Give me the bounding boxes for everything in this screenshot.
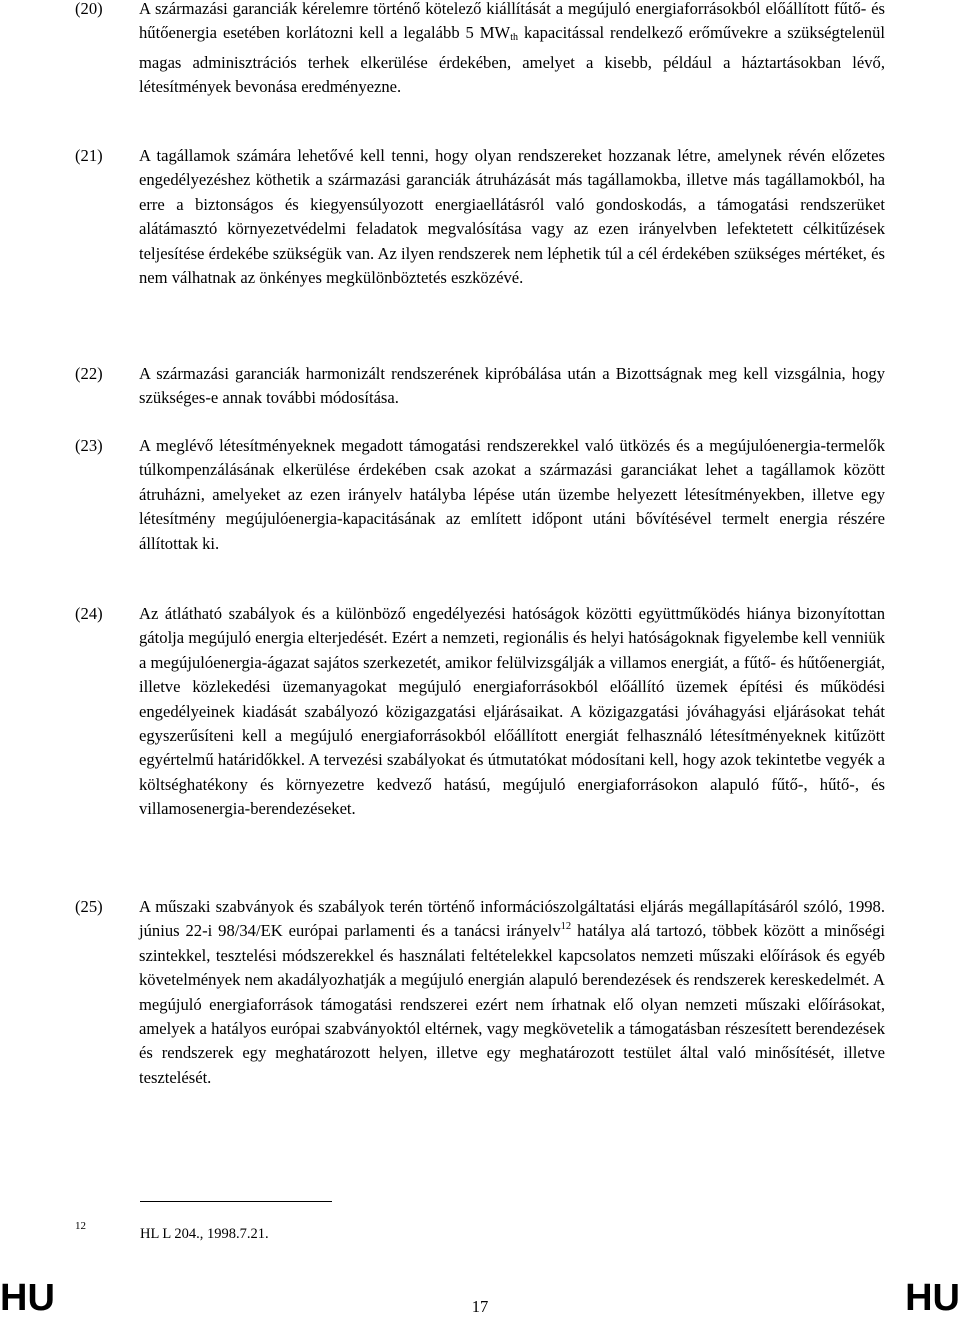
footnote-text: HL L 204., 1998.7.21. [140, 1226, 269, 1242]
paragraph-number: (21) [75, 146, 103, 165]
paragraph-23 [75, 434, 885, 556]
footnote-reference[interactable]: 12 [560, 921, 572, 933]
paragraph-text: A származási garanciák harmonizált rendszerének kipróbálása után a Bizottságnak meg kell vizsgálnia, hogy szükséges-e annak további módosítása. [139, 364, 885, 408]
footnote-number: 12 [75, 1220, 86, 1232]
paragraph-text: A meglévő létesítményeknek megadott támogatási rendszerekkel való ütközés és a megújulóenergia-termelők túlkompenzálásának elkerülése érdekében csak azokat a származási garanciákat lehet a tagállamok között átruházni, amelyeket az ezen irányelv hatályba lépése után üzembe helyezett létesítményekben, illetve egy létesítmény megújulóenergia-kapacitásának az említett időpont utáni bővítésével termelt energia részére állítottak ki. [139, 436, 885, 553]
paragraph-text: A tagállamok számára lehetővé kell tenni, hogy olyan rendszereket hozzanak létre, amelynek révén előzetes engedélyezéshez köthetik a származási garanciák átruházását más tagállamokba, illetve más tagállamokból, ha erre a biztonságos és kiegyensúlyozott energiaellátásról való gondoskodás, a támogatási rendszerüket alátámasztó környezetvédelmi feladatok megvalósítása vagy az ezen irányelvben lefektetett célkitűzések teljesítése érdekébe szükségük van. Az ilyen rendszerek nem léphetik túl a cél érdekében szükséges mértéket, és nem válhatnak az önkényes megkülönböztetés eszközévé. [139, 146, 885, 288]
language-code-left: HU [0, 1277, 55, 1319]
language-code-right: HU [905, 1277, 960, 1319]
paragraph-text: A származási garanciák kérelemre történő kötelező kiállítását a megújuló energiaforrásokból előállított fűtő- és hűtőenergia esetében korlátozni kell a legalább 5 $MW_{th}$ kapacitással rendelkező erőművekre a szükségtelenül magas adminisztrációs terhek elkerülése érdekében, amelyet a kisebb, például a háztartásokban lévő, létesítmények bevonása eredményezne. [139, 0, 885, 97]
paragraph-text: A műszaki szabványok és szabályok terén történő információszolgáltatási eljárás megállapításáról szóló, 1998. június 22-i 98/34/EK európai parlamenti és a tanácsi irányelv$^{12}$ hatálya alá tartozó, többek között a minőségi szintekkel, tesztelési módszerekkel és használati feltételekkel kapcsolatos nemzeti műszaki előírások és egyéb követelmények nem akadályozhatják a megújuló energián alapuló berendezések és rendszerek kereskedelmét. A megújuló energiaforrások támogatási rendszerei ezért nem írhatnak elő olyan nemzeti műszaki előírásokat, amelyek a hatályos európai szabványoktól eltérnek, vagy megkövetelik a támogatásban részesített berendezések és rendszerek egy meghatározott helyen, illetve egy meghatározott testület által való minősítését, illetve tesztelését. [139, 897, 885, 1087]
paragraph-24 [75, 602, 885, 822]
paragraph-number: (23) [75, 436, 103, 455]
subscript-th: th [510, 32, 518, 44]
paragraph-text: Az átlátható szabályok és a különböző engedélyezési hatóságok közötti együttműködés hiánya bizonyítottan gátolja megújuló energia elterjedését. Ezért a nemzeti, regionális és helyi hatóságoknak figyelembe kell venniük a megújulóenergia-ágazat sajátos szerkezetét, amikor felülvizsgálják a villamos energiát, a fűtő- és hűtőenergiát, illetve közlekedési üzemanyagokat megújuló energiaforrásokból előállító üzemek építési és működési engedélyeinek kiadását szabályozó közigazgatási eljárásaikat. A közigazgatási jóváhagyási eljárásokat tehát egyszerűsíteni kell a megújuló energiaforrásokból előállított energiát felhasználó létesítményeknek kitűzött egyértelmű határidőkkel. A tervezési szabályokat és útmutatókat módosítani kell, hogy azok tekintetbe vegyék a költséghatékony és környezetre kedvező hatású, megújuló energiaforrásokon alapuló fűtő-, hűtő-, és villamosenergia-berendezéseket. [139, 604, 885, 819]
paragraph-number: (24) [75, 604, 103, 623]
paragraph-number: (25) [75, 897, 103, 916]
footnote-separator [140, 1201, 332, 1202]
paragraph-20 [75, 0, 885, 100]
paragraph-25 [75, 895, 885, 1090]
paragraph-number: (22) [75, 364, 103, 383]
paragraph-21 [75, 144, 885, 290]
paragraph-22 [75, 362, 885, 411]
page-number: 17 [471, 1297, 489, 1316]
paragraph-number: (20) [75, 0, 103, 18]
